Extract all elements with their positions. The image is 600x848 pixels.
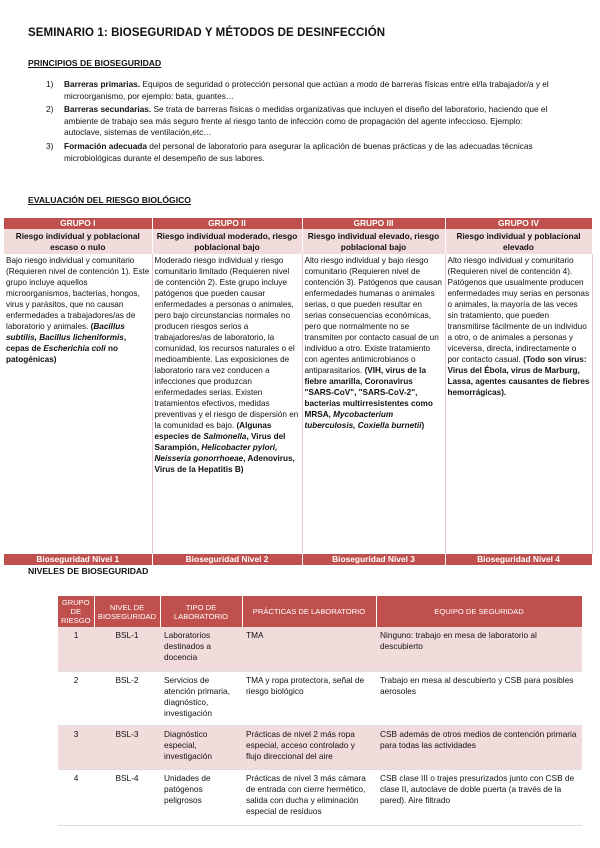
grupo-description: Bajo riesgo individual y comunitario (Requieren nivel de contención 1). Este grupo incluye aquellos microorganismos, bacterias, hongos, virus y parásitos, que no causan enfermedades a trabajadores/as de laboratorio y animales. (Bacillus subtilis, Bacillus licheniformis, cepas de Escherichia coli no patogénicas) — [4, 254, 152, 554]
principios-list — [46, 79, 560, 166]
table-row: 4 BSL-4 Unidades de patógenos peligrosos Prácticas de nivel 3 más cámara de entrada con cierre hermético, salida con ducha y eliminación especial de residuos CSB clase III o trajes presurizados junto con CSB de clase II, autoclave de doble puerta (a través de la pared). Aire filtrado — [58, 769, 582, 825]
bioseguridad-nivel-label: Bioseguridad Nivel 2 — [152, 554, 302, 565]
column-header: TIPO DE LABORATORIO — [160, 596, 242, 627]
niveles-heading: NIVELES DE BIOSEGURIDAD — [28, 566, 149, 576]
column-header: PRÁCTICAS DE LABORATORIO — [242, 596, 376, 627]
grupo-header: GRUPO II — [152, 218, 302, 229]
grupo-subtitle: Riesgo individual y poblacional elevado — [445, 229, 592, 254]
principios-heading: PRINCIPIOS DE BIOSEGURIDAD — [28, 58, 162, 68]
list-item: 3) Formación adecuada del personal de laboratorio para asegurar la aplicación de buenas prácticas y de las adecuadas técnicas microbiológicas durante el desempeño de sus labores. — [46, 140, 533, 163]
grupo-subtitle: Riesgo individual elevado, riesgo poblacional bajo — [302, 229, 445, 254]
grupo-description: Alto riesgo individual y comunitario (Requieren nivel de contención 4). Patógenos que usualmente producen enfermedades muy serias en personas o animales, la mayoría de las veces sin tratamiento, que pueden transmitirse fácilmente de un individuo a otro, o de animales a personas y viceversa, directa, indirectamente o por contacto casual. (Todo son virus: Virus del Ébola, virus de Marburg, Lassa, agentes causantes de fiebres hemorrágicas). — [445, 254, 592, 554]
grupo-subtitle: Riesgo individual y poblacional escaso o nulo — [4, 229, 152, 254]
bioseguridad-nivel-label: Bioseguridad Nivel 4 — [445, 554, 592, 565]
niveles-table — [58, 596, 583, 826]
bioseguridad-nivel-label: Bioseguridad Nivel 3 — [302, 554, 445, 565]
column-header: EQUIPO DE SEGURIDAD — [376, 596, 582, 627]
grupo-header: GRUPO I — [4, 218, 152, 229]
grupo-description: Moderado riesgo individual y riesgo comunitario limitado (Requieren nivel de contención 2). Este grupo incluye patógenos que pueden causar enfermedades a personas o animales, pero bajo circunstancias normales no producen riesgos serios a trabajadores/as de laboratorio, la comunidad, los recursos naturales o el medioambiente. Las exposiciones de laboratorio rara vez conducen a infecciones que produzcan enfermedades serias. Existen tratamientos efectivos, medidas preventivas y el riesgo de dispersión en la comunidad es bajo. (Algunas especies de Salmonella, Virus del Sarampión, Helicobacter pylori, Neisseria gonorrhoeae, Adenovirus, Virus de la Hepatitis B) — [152, 254, 302, 554]
table-row: 1 BSL-1 Laboratorios destinados a docencia TMA Ninguno: trabajo en mesa de laboratorio al descubierto — [58, 627, 582, 671]
list-item: 1) Barreras primarias. Equipos de seguridad o protección personal que actúan a modo de barreras físicas entre el/la trabajador/a y el microorganismo, por ejemplo: bata, guantes… — [46, 79, 549, 101]
evaluacion-heading: EVALUACIÓN DEL RIESGO BIOLÓGICO — [28, 195, 191, 205]
column-header: NIVEL DE BIOSEGURIDAD — [94, 596, 160, 627]
grupo-header: GRUPO III — [302, 218, 445, 229]
page-title: SEMINARIO 1: BIOSEGURIDAD Y MÉTODOS DE DESINFECCIÓN — [28, 27, 386, 39]
table-row: 3 BSL-3 Diagnóstico especial, investigación Prácticas de nivel 2 más ropa especial, acceso controlado y flujo direccional del aire CSB además de otros medios de contención primaria para todas las actividades — [58, 725, 582, 769]
grupo-description: Alto riesgo individual y bajo riesgo comunitario (Requieren nivel de contención 3). Patógenos que causan enfermedades humanas o animales serias, o que pueden resultar en serias consecuencias económicas, pero que normalmente no se transmiten por contacto casual de un individuo a otro. Existe tratamiento con agentes antimicrobianos o antiparasitarios. (VIH, virus de la fiebre amarilla, Coronavirus "SARS-CoV", "SARS-CoV-2", bacterias multirresistentes como MRSA, Mycobacterium tuberculosis, Coxiella burnetii) — [302, 254, 445, 554]
grupos-riesgo-table — [4, 218, 593, 565]
bioseguridad-nivel-label: Bioseguridad Nivel 1 — [4, 554, 152, 565]
list-item: 2) Barreras secundarias. Se trata de barreras físicas o medidas organizativas que incluyen el diseño del laboratorio, haciendo que el ambiente de trabajo sea más seguro frente al riesgo tanto de infección como de propagación del agente infeccioso. Ejemplo: autoclave, sistemas de ventilación,etc… — [46, 104, 548, 138]
column-header: GRUPO DE RIESGO — [58, 596, 94, 627]
grupo-subtitle: Riesgo individual moderado, riesgo poblacional bajo — [152, 229, 302, 254]
table-row: 2 BSL-2 Servicios de atención primaria, diagnóstico, investigación TMA y ropa protectora, señal de riesgo biológico Trabajo en mesa al descubierto y CSB para posibles aerosoles — [58, 671, 582, 725]
grupo-header: GRUPO IV — [445, 218, 592, 229]
